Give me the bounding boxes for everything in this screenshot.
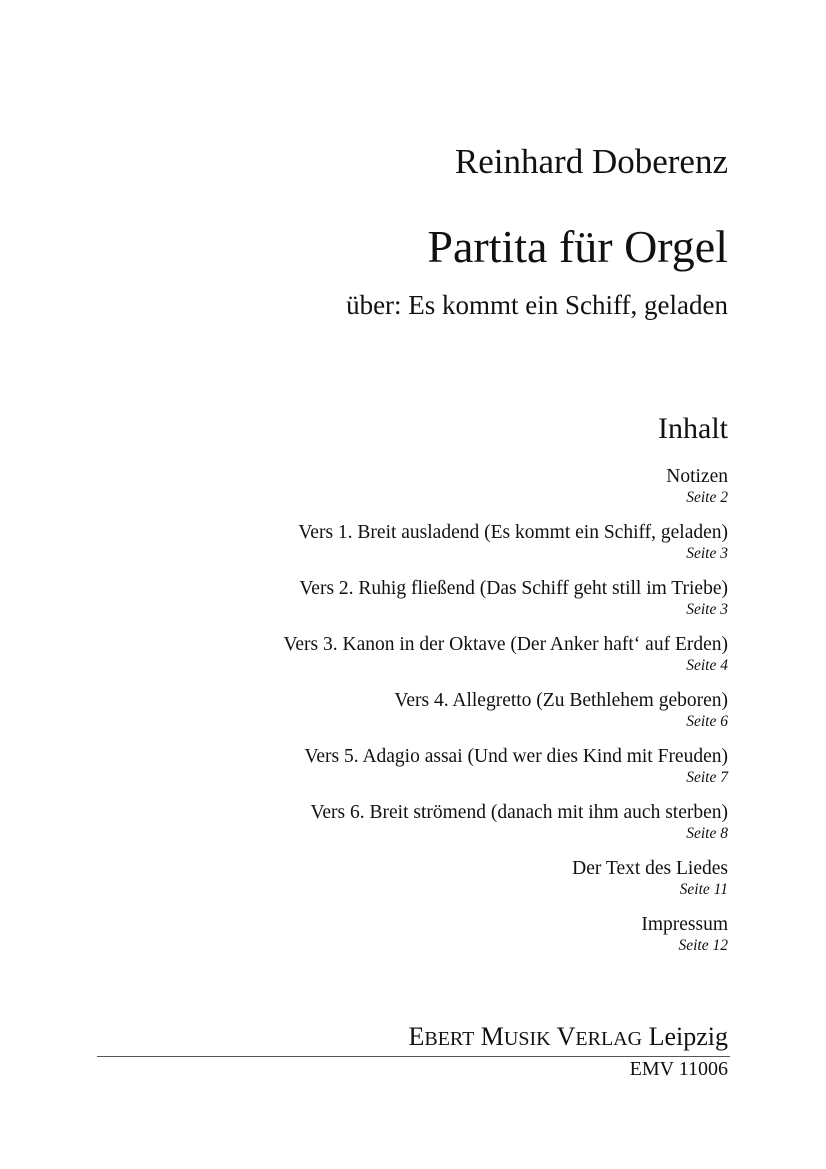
catalog-number: EMV 11006 [629, 1058, 728, 1080]
toc-item-title: Vers 5. Adagio assai (Und wer dies Kind mit Freuden) [304, 746, 728, 767]
publisher-name [408, 1022, 728, 1052]
table-of-contents [283, 466, 728, 970]
publisher-initial: E [408, 1022, 425, 1051]
toc-item-page: Seite 8 [686, 825, 728, 842]
toc-item-liedtext [283, 858, 728, 914]
toc-item-vers-5 [283, 746, 728, 802]
toc-heading: Inhalt [658, 412, 728, 445]
toc-item-page: Seite 7 [686, 769, 728, 786]
toc-item-page: Seite 12 [678, 937, 728, 954]
toc-item-page: Seite 2 [686, 489, 728, 506]
toc-item-title: Vers 6. Breit strömend (danach mit ihm auch sterben) [310, 802, 728, 823]
toc-item-title: Notizen [666, 466, 728, 487]
publisher-city: Leipzig [648, 1022, 728, 1051]
work-subtitle: über: Es kommt ein Schiff, geladen [346, 290, 728, 320]
toc-item-page: Seite 6 [686, 713, 728, 730]
toc-item-notizen [283, 466, 728, 522]
publisher-initial: V [556, 1022, 576, 1051]
toc-item-title: Impressum [641, 914, 728, 935]
toc-item-title: Vers 1. Breit ausladend (Es kommt ein Schiff, geladen) [298, 522, 728, 543]
toc-item-vers-1 [283, 522, 728, 578]
toc-item-title: Vers 3. Kanon in der Oktave (Der Anker haft‘ auf Erden) [283, 634, 728, 655]
toc-item-vers-6 [283, 802, 728, 858]
toc-item-page: Seite 3 [686, 601, 728, 618]
toc-item-page: Seite 4 [686, 657, 728, 674]
publisher-initial: M [480, 1022, 504, 1051]
toc-item-vers-4 [283, 690, 728, 746]
toc-item-title: Vers 4. Allegretto (Zu Bethlehem geboren) [394, 690, 728, 711]
toc-item-impressum [283, 914, 728, 970]
toc-item-vers-2 [283, 578, 728, 634]
author-name: Reinhard Doberenz [454, 142, 728, 181]
publisher-smallcaps: USIK [503, 1028, 551, 1050]
toc-item-title: Vers 2. Ruhig fließend (Das Schiff geht still im Triebe) [299, 578, 728, 599]
work-title: Partita für Orgel [427, 221, 728, 272]
toc-item-title: Der Text des Liedes [572, 858, 728, 879]
footer-rule [97, 1056, 730, 1057]
toc-item-vers-3 [283, 634, 728, 690]
toc-item-page: Seite 3 [686, 545, 728, 562]
publisher-smallcaps: BERT [424, 1028, 475, 1050]
publisher-smallcaps: ERLAG [575, 1028, 643, 1050]
toc-item-page: Seite 11 [679, 881, 728, 898]
